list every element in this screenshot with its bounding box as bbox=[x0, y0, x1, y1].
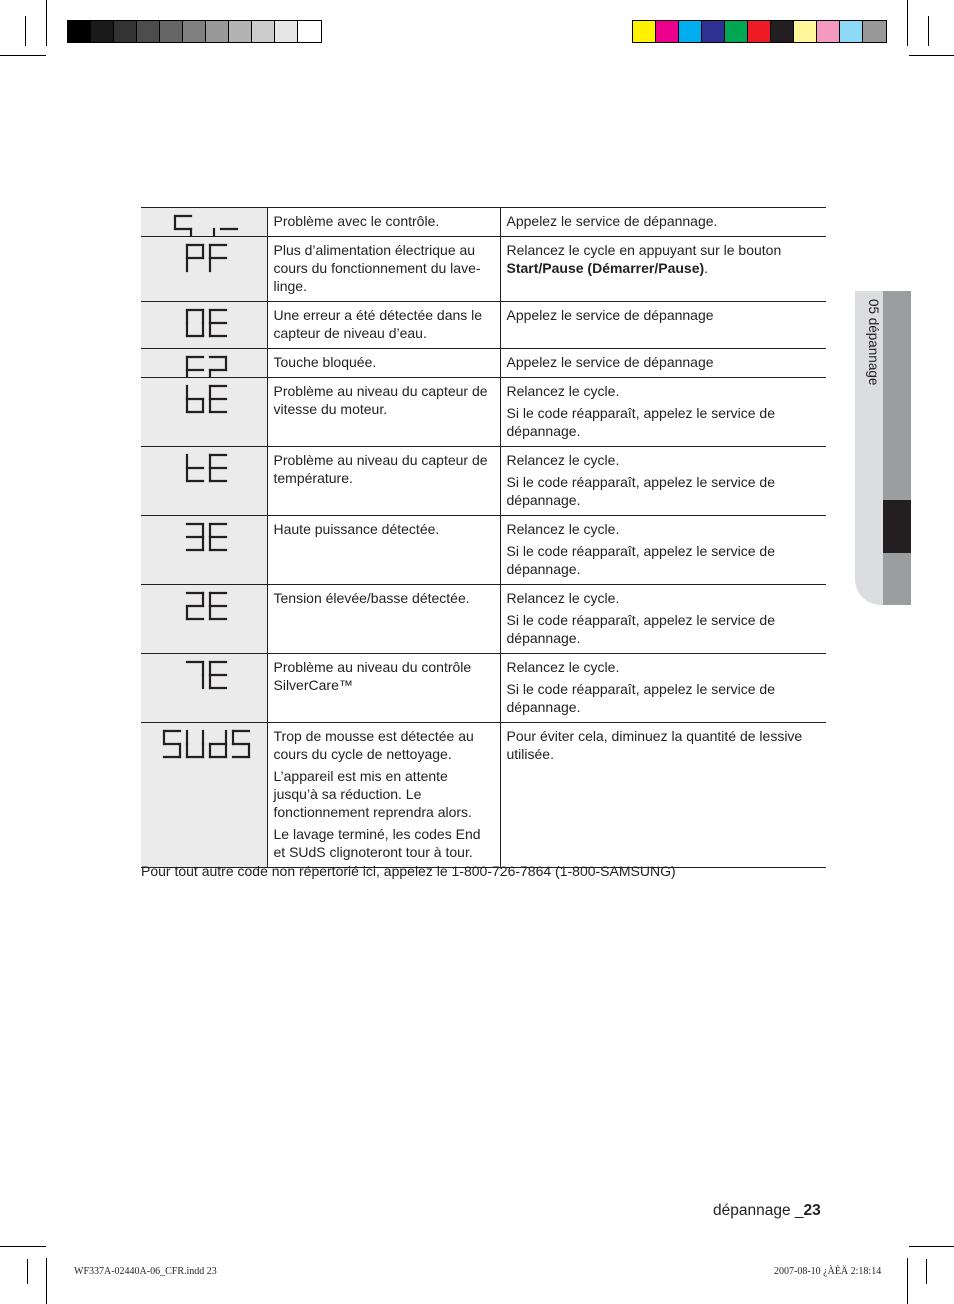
action-text-body: Appelez le service de dépannage bbox=[506, 307, 714, 323]
footer-section: dépannage _ bbox=[713, 1202, 804, 1219]
color-swatch bbox=[771, 21, 794, 42]
crop-mark bbox=[909, 1246, 954, 1247]
crop-mark bbox=[0, 1246, 46, 1247]
color-swatch bbox=[863, 21, 886, 42]
error-code-cell bbox=[141, 378, 267, 447]
crop-mark bbox=[909, 55, 954, 56]
description-text: Problème au niveau du capteur de vitesse du moteur. bbox=[273, 383, 488, 417]
action-text-body: Si le code réapparaît, appelez le service de dépannage. bbox=[506, 405, 775, 439]
action-text-body: Appelez le service de dépannage. bbox=[506, 213, 718, 229]
description-text: Problème au niveau du contrôle SilverCare™ bbox=[273, 659, 472, 693]
solution-text bbox=[500, 447, 826, 516]
color-swatch bbox=[794, 21, 817, 42]
crop-mark bbox=[0, 55, 46, 56]
color-swatch bbox=[840, 21, 863, 42]
color-swatch bbox=[298, 21, 321, 42]
solution-text bbox=[500, 237, 826, 302]
description-text: Problème avec le contrôle. bbox=[273, 213, 440, 229]
color-swatch bbox=[748, 21, 771, 42]
error-code-cell bbox=[141, 302, 267, 349]
description-text: Touche bloquée. bbox=[273, 354, 377, 370]
color-swatch bbox=[68, 21, 91, 42]
action-text bbox=[507, 611, 821, 647]
solution-text bbox=[500, 723, 826, 868]
action-text bbox=[507, 382, 821, 400]
description-text: Le lavage terminé, les codes End et SUdS clignoteront tour à tour. bbox=[273, 826, 481, 860]
table-row bbox=[141, 723, 826, 868]
crop-mark bbox=[907, 0, 908, 46]
color-swatch bbox=[656, 21, 679, 42]
action-text bbox=[507, 589, 821, 607]
error-code-display bbox=[185, 384, 228, 414]
process-color-bar bbox=[632, 20, 887, 43]
problem-description bbox=[267, 208, 500, 237]
action-text-body: Si le code réapparaît, appelez le service de dépannage. bbox=[506, 612, 775, 646]
action-text-body: Relancez le cycle. bbox=[506, 383, 620, 399]
solution-text bbox=[500, 349, 826, 378]
error-code-cell bbox=[141, 585, 267, 654]
page-number: 23 bbox=[803, 1202, 821, 1219]
crop-mark bbox=[926, 1259, 927, 1284]
action-text bbox=[507, 212, 821, 230]
color-swatch bbox=[91, 21, 114, 42]
table-row bbox=[141, 378, 826, 447]
table-row bbox=[141, 516, 826, 585]
action-text bbox=[507, 404, 821, 440]
action-text-body: Relancez le cycle en appuyant sur le bouton bbox=[506, 242, 782, 258]
action-text-body: Si le code réapparaît, appelez le service de dépannage. bbox=[506, 543, 775, 577]
error-code-display bbox=[185, 660, 228, 690]
color-swatch bbox=[275, 21, 298, 42]
color-swatch bbox=[702, 21, 725, 42]
error-code-display bbox=[185, 591, 228, 621]
footnote: Pour tout autre code non répertorié ici, appelez le 1-800-726-7864 (1-800-SAMSUNG) bbox=[141, 863, 676, 879]
action-text bbox=[507, 658, 821, 676]
side-tab-label: 05 dépannage bbox=[866, 299, 881, 386]
color-swatch bbox=[817, 21, 840, 42]
problem-description bbox=[267, 447, 500, 516]
crop-mark bbox=[27, 1259, 28, 1284]
table-row bbox=[141, 349, 826, 378]
error-code-display bbox=[185, 308, 228, 338]
error-code-display bbox=[185, 243, 228, 273]
action-text-body: Relancez le cycle. bbox=[506, 590, 620, 606]
solution-text bbox=[500, 516, 826, 585]
description-text: Une erreur a été détectée dans le capteur de niveau d’eau. bbox=[273, 307, 483, 341]
error-code-display bbox=[162, 729, 251, 759]
description-text: Plus d’alimentation électrique au cours du fonctionnement du lave-linge. bbox=[273, 242, 481, 294]
action-text-body: Pour éviter cela, diminuez la quantité de lessive utilisée. bbox=[506, 728, 803, 762]
action-text bbox=[507, 520, 821, 538]
error-code-cell bbox=[141, 723, 267, 868]
table-row bbox=[141, 447, 826, 516]
section-side-tab bbox=[855, 291, 911, 605]
button-name: Start/Pause (Démarrer/Pause) bbox=[506, 260, 705, 276]
action-text-body: Relancez le cycle. bbox=[506, 452, 620, 468]
color-swatch bbox=[252, 21, 275, 42]
side-tab-stripe bbox=[883, 291, 911, 605]
error-code-table bbox=[141, 207, 826, 868]
color-swatch bbox=[229, 21, 252, 42]
color-swatch bbox=[633, 21, 656, 42]
action-text bbox=[507, 451, 821, 469]
action-text bbox=[507, 306, 821, 324]
action-text-end: . bbox=[704, 260, 709, 276]
page-footer bbox=[713, 1202, 821, 1220]
color-swatch bbox=[160, 21, 183, 42]
error-code-cell bbox=[141, 208, 267, 237]
crop-mark bbox=[46, 0, 47, 46]
description-text: Trop de mousse est détectée au cours du cycle de nettoyage. bbox=[273, 728, 474, 762]
crop-mark bbox=[25, 16, 26, 46]
error-code-cell bbox=[141, 654, 267, 723]
crop-mark bbox=[907, 1258, 908, 1304]
description-text: Tension élevée/basse détectée. bbox=[273, 590, 470, 606]
problem-description bbox=[267, 349, 500, 378]
error-code-display bbox=[185, 453, 228, 483]
error-code-cell bbox=[141, 516, 267, 585]
imprint-file: WF337A-02440A-06_CFR.indd 23 bbox=[74, 1266, 217, 1277]
action-text-body: Si le code réapparaît, appelez le service de dépannage. bbox=[506, 474, 775, 508]
problem-description bbox=[267, 378, 500, 447]
error-code-cell bbox=[141, 447, 267, 516]
problem-description bbox=[267, 723, 500, 868]
action-text bbox=[507, 680, 821, 716]
color-swatch bbox=[206, 21, 229, 42]
error-code-cell bbox=[141, 237, 267, 302]
color-swatch bbox=[679, 21, 702, 42]
crop-mark bbox=[46, 1258, 47, 1304]
action-text-body: Relancez le cycle. bbox=[506, 521, 620, 537]
problem-description bbox=[267, 237, 500, 302]
action-text bbox=[507, 241, 821, 277]
solution-text bbox=[500, 654, 826, 723]
solution-text bbox=[500, 378, 826, 447]
action-text bbox=[507, 727, 821, 763]
color-swatch bbox=[137, 21, 160, 42]
side-tab-marker bbox=[883, 500, 911, 553]
table-row bbox=[141, 585, 826, 654]
action-text-body: Si le code réapparaît, appelez le service de dépannage. bbox=[506, 681, 775, 715]
color-swatch bbox=[114, 21, 137, 42]
color-swatch bbox=[725, 21, 748, 42]
color-swatch bbox=[183, 21, 206, 42]
error-code-display bbox=[185, 522, 228, 552]
grayscale-color-bar bbox=[67, 20, 322, 43]
imprint-date: 2007-08-10 ¿ÀÈÄ 2:18:14 bbox=[774, 1266, 882, 1277]
description-text: Problème au niveau du capteur de température. bbox=[273, 452, 488, 486]
problem-description bbox=[267, 516, 500, 585]
crop-mark bbox=[928, 16, 929, 46]
table-row bbox=[141, 302, 826, 349]
description-text: Haute puissance détectée. bbox=[273, 521, 440, 537]
problem-description bbox=[267, 302, 500, 349]
table-row bbox=[141, 237, 826, 302]
action-text-body: Relancez le cycle. bbox=[506, 659, 620, 675]
solution-text bbox=[500, 302, 826, 349]
action-text bbox=[507, 542, 821, 578]
problem-description bbox=[267, 585, 500, 654]
problem-description bbox=[267, 654, 500, 723]
solution-text bbox=[500, 585, 826, 654]
error-code-cell bbox=[141, 349, 267, 378]
action-text-body: Appelez le service de dépannage bbox=[506, 354, 714, 370]
action-text bbox=[507, 353, 821, 371]
solution-text bbox=[500, 208, 826, 237]
description-text: L’appareil est mis en attente jusqu’à sa réduction. Le fonctionnement reprendra alors. bbox=[273, 768, 472, 820]
table-row bbox=[141, 208, 826, 237]
action-text bbox=[507, 473, 821, 509]
table-row bbox=[141, 654, 826, 723]
